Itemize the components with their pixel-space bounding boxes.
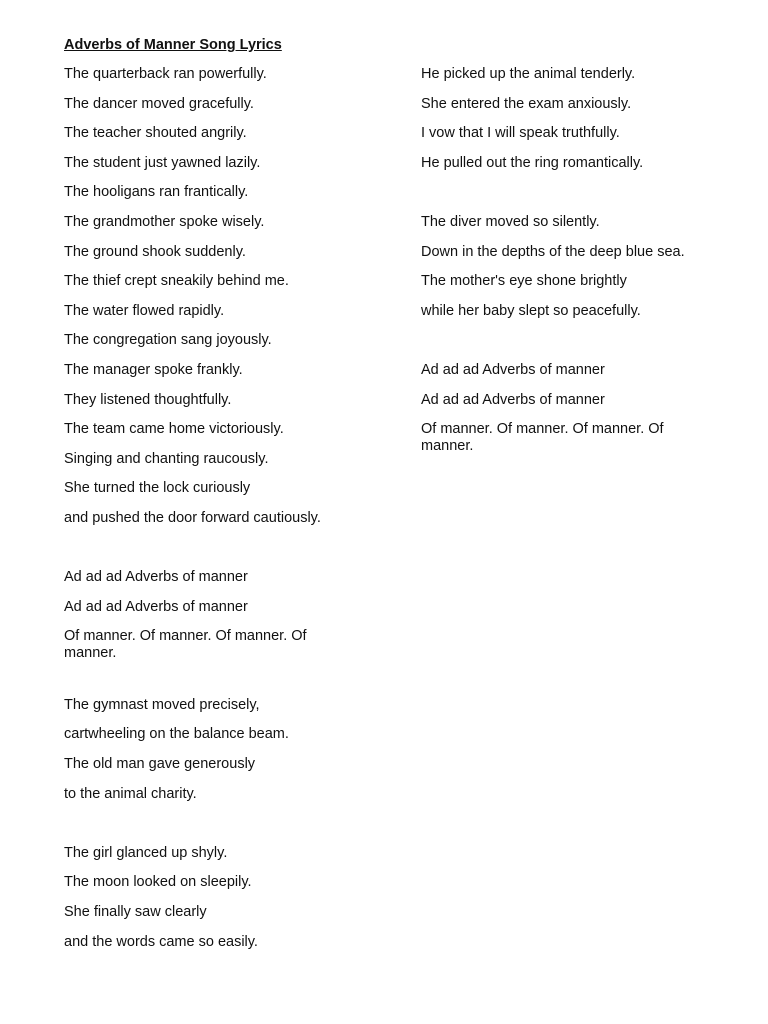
- lyric-line: The diver moved so silently.: [421, 213, 600, 230]
- right-column: [421, 66, 711, 460]
- lyric-line: cartwheeling on the balance beam.: [64, 726, 289, 743]
- lyric-line: Ad ad ad Adverbs of manner: [64, 569, 248, 586]
- lyric-line: She turned the lock curiously: [64, 480, 251, 497]
- lyric-line: The student just yawned lazily.: [64, 154, 261, 171]
- lyric-line: He picked up the animal tenderly.: [421, 66, 636, 82]
- stanza-gap: [64, 815, 354, 845]
- lyric-line: The thief crept sneakily behind me.: [64, 273, 289, 290]
- lyric-line: to the animal charity.: [64, 785, 197, 802]
- lyric-line: and the words came so easily.: [64, 933, 258, 950]
- lyric-line: Singing and chanting raucously.: [64, 450, 269, 467]
- lyric-line: The moon looked on sleepily.: [64, 874, 252, 891]
- lyric-line: while her baby slept so peacefully.: [421, 302, 641, 319]
- lyric-line: Ad ad ad Adverbs of manner: [421, 361, 605, 378]
- lyric-line: Down in the depths of the deep blue sea.: [421, 243, 685, 260]
- stanza-4: [421, 66, 711, 184]
- stanza-gap: [64, 540, 354, 570]
- lyric-line: Ad ad ad Adverbs of manner: [421, 391, 605, 408]
- lyric-line: Ad ad ad Adverbs of manner: [64, 598, 248, 615]
- chorus-left: [64, 569, 354, 667]
- lyric-line: and pushed the door forward cautiously.: [64, 509, 321, 526]
- lyric-line: She finally saw clearly: [64, 904, 207, 921]
- lyric-line: The girl glanced up shyly.: [64, 844, 228, 861]
- lyric-line: The dancer moved gracefully.: [64, 95, 254, 112]
- lyric-line: The teacher shouted angrily.: [64, 125, 247, 142]
- lyric-line: The gymnast moved precisely,: [64, 696, 260, 713]
- lyric-line: The manager spoke frankly.: [64, 361, 243, 378]
- lyric-line: The quarterback ran powerfully.: [64, 66, 267, 82]
- stanza-5: [421, 214, 711, 332]
- chorus-right: [421, 362, 711, 460]
- lyric-line: The ground shook suddenly.: [64, 243, 246, 260]
- stanza-gap: [421, 332, 711, 362]
- lyric-line: The grandmother spoke wisely.: [64, 213, 265, 230]
- lyric-line: The water flowed rapidly.: [64, 302, 225, 319]
- document-title: Adverbs of Manner Song Lyrics: [64, 37, 282, 53]
- stanza-1: [64, 66, 354, 540]
- left-column: [64, 66, 354, 963]
- lyric-line: She entered the exam anxiously.: [421, 95, 632, 112]
- lyric-line: The congregation sang joyously.: [64, 332, 272, 349]
- lyric-line: Of manner. Of manner. Of manner. Of manner.: [421, 421, 664, 455]
- lyric-line: They listened thoughtfully.: [64, 391, 232, 408]
- lyric-line: The team came home victoriously.: [64, 421, 284, 438]
- lyric-line: The mother's eye shone brightly: [421, 273, 627, 290]
- lyric-line: He pulled out the ring romantically.: [421, 154, 644, 171]
- stanza-gap: [64, 667, 354, 697]
- lyric-line: The old man gave generously: [64, 756, 256, 773]
- lyric-line: The hooligans ran frantically.: [64, 184, 249, 201]
- stanza-2: [64, 697, 354, 815]
- lyric-line: Of manner. Of manner. Of manner. Of manner.: [64, 628, 307, 662]
- lyric-line: I vow that I will speak truthfully.: [421, 125, 620, 142]
- stanza-3: [64, 845, 354, 963]
- stanza-gap: [421, 184, 711, 214]
